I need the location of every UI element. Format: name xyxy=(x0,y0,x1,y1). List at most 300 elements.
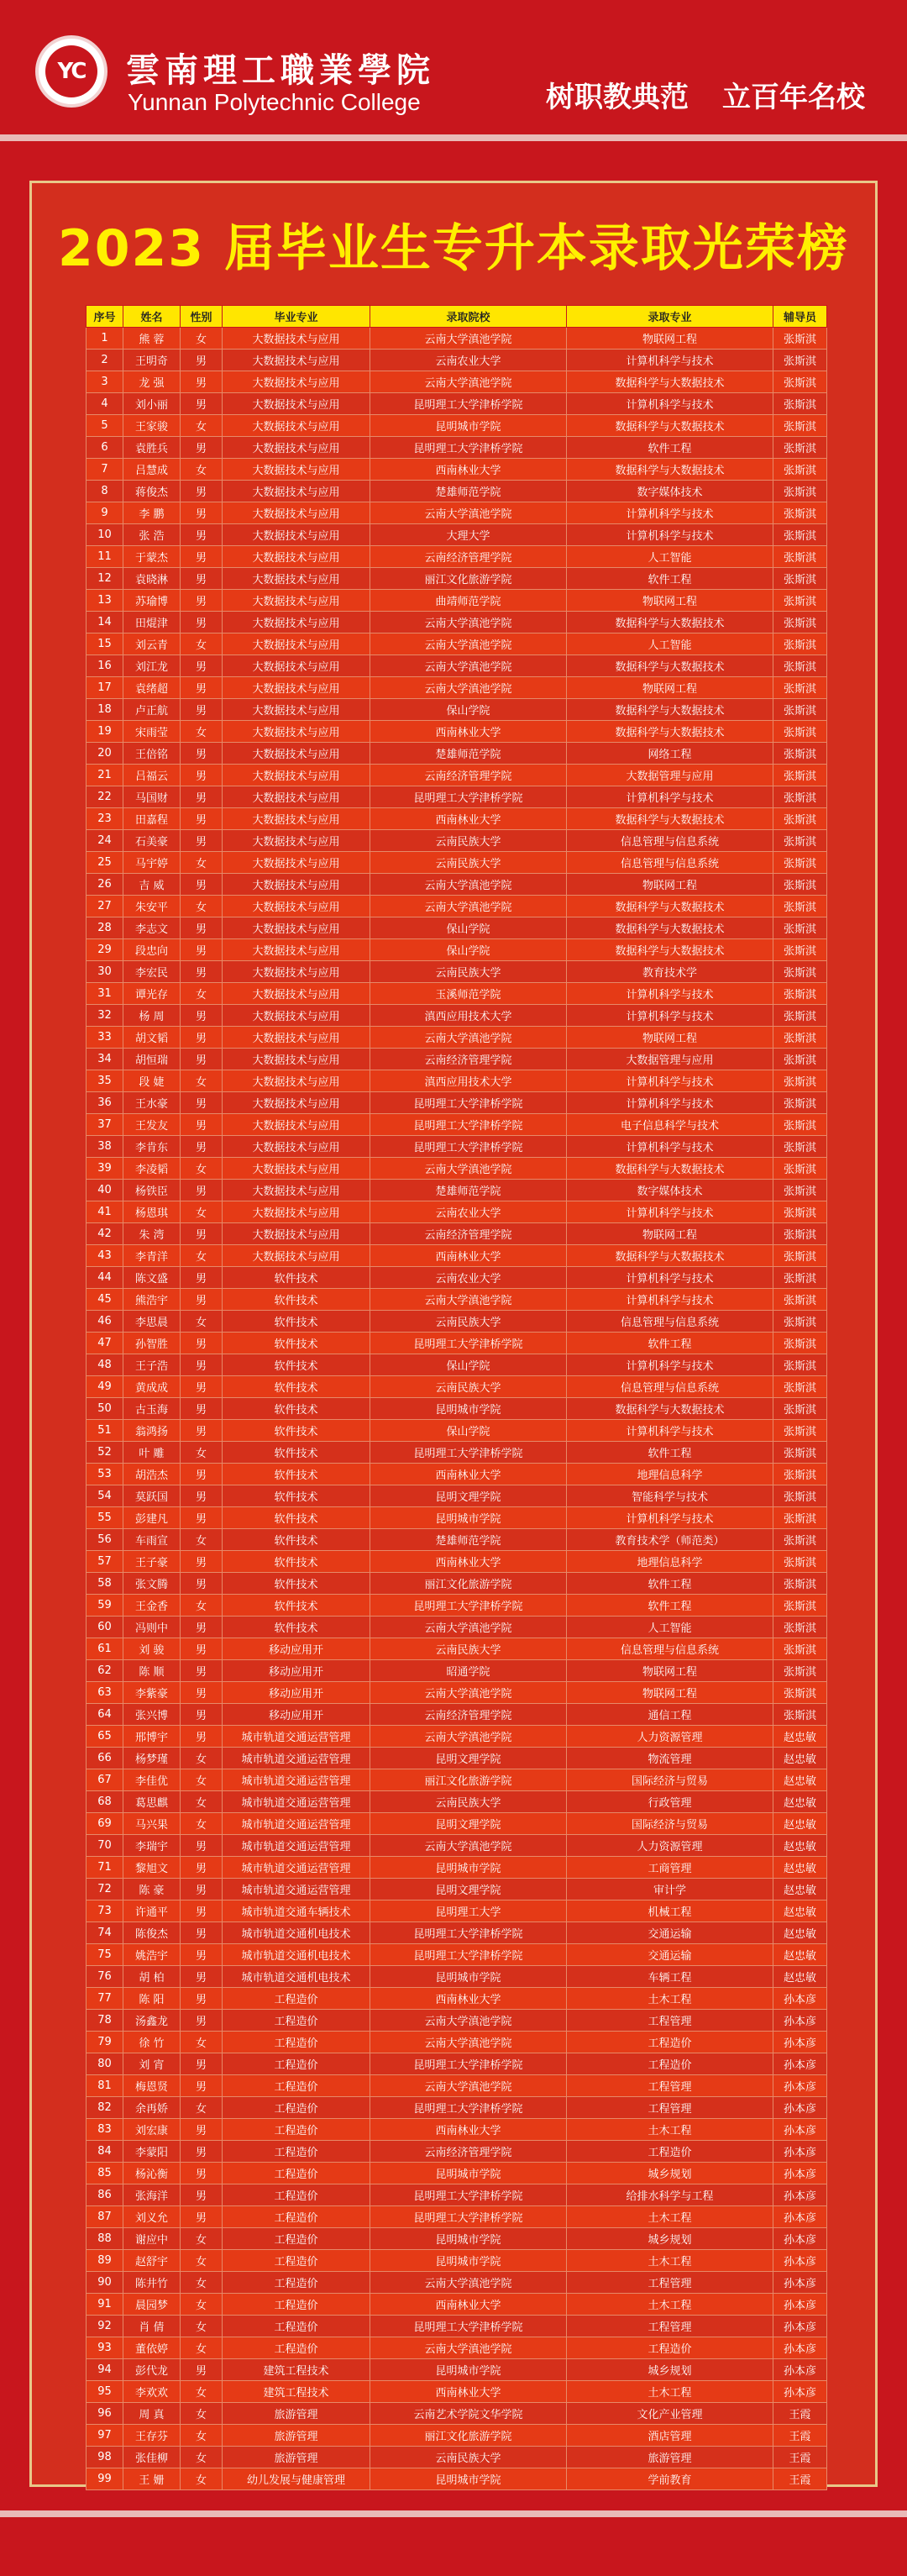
table-row xyxy=(87,590,827,612)
table-cell: 16 xyxy=(87,655,123,677)
table-cell: 田焜津 xyxy=(123,612,181,633)
table-cell: 信息管理与信息系统 xyxy=(567,852,773,874)
table-cell: 吕福云 xyxy=(123,765,181,786)
table-cell: 昆明理工大学 xyxy=(370,1900,567,1922)
table-cell: 孙本彦 xyxy=(773,2316,827,2337)
table-cell: 人工智能 xyxy=(567,546,773,568)
table-cell: 57 xyxy=(87,1551,123,1573)
table-row xyxy=(87,2010,827,2032)
table-cell: 软件技术 xyxy=(223,1551,370,1573)
table-cell: 计算机科学与技术 xyxy=(567,1092,773,1114)
table-cell: 96 xyxy=(87,2403,123,2425)
table-cell: 李蒙阳 xyxy=(123,2141,181,2163)
table-cell: 移动应用开 xyxy=(223,1682,370,1704)
table-cell: 33 xyxy=(87,1027,123,1049)
table-cell: 保山学院 xyxy=(370,917,567,939)
table-cell: 张斯淇 xyxy=(773,961,827,983)
table-cell: 张斯淇 xyxy=(773,546,827,568)
table-cell: 女 xyxy=(181,1442,223,1464)
table-cell: 计算机科学与技术 xyxy=(567,524,773,546)
table-cell: 曲靖师范学院 xyxy=(370,590,567,612)
table-cell: 数据科学与大数据技术 xyxy=(567,917,773,939)
table-cell: 张斯淇 xyxy=(773,1201,827,1223)
table-row xyxy=(87,1027,827,1049)
table-cell: 软件技术 xyxy=(223,1267,370,1289)
table-cell: 计算机科学与技术 xyxy=(567,1289,773,1311)
table-cell: 张斯淇 xyxy=(773,830,827,852)
table-cell: 旅游管理 xyxy=(223,2447,370,2468)
table-cell: 张斯淇 xyxy=(773,852,827,874)
table-cell: 大数据技术与应用 xyxy=(223,633,370,655)
table-row xyxy=(87,1551,827,1573)
table-cell: 翁鸿扬 xyxy=(123,1420,181,1442)
table-row xyxy=(87,1201,827,1223)
table-cell: 地理信息科学 xyxy=(567,1464,773,1485)
table-cell: 男 xyxy=(181,677,223,699)
table-cell: 软件技术 xyxy=(223,1354,370,1376)
table-cell: 9 xyxy=(87,502,123,524)
table-cell: 吕慧成 xyxy=(123,459,181,481)
table-row xyxy=(87,1049,827,1070)
table-cell: 孙本彦 xyxy=(773,2163,827,2184)
table-cell: 张斯淇 xyxy=(773,1049,827,1070)
table-cell: 孙本彦 xyxy=(773,1988,827,2010)
table-cell: 熊浩宇 xyxy=(123,1289,181,1311)
table-cell: 1 xyxy=(87,328,123,350)
table-cell: 王子浩 xyxy=(123,1354,181,1376)
table-cell: 黎旭文 xyxy=(123,1857,181,1879)
table-cell: 工程造价 xyxy=(223,2075,370,2097)
table-cell: 32 xyxy=(87,1005,123,1027)
table-cell: 男 xyxy=(181,2010,223,2032)
table-cell: 西南林业大学 xyxy=(370,1988,567,2010)
table-cell: 工程管理 xyxy=(567,2075,773,2097)
table-row xyxy=(87,1529,827,1551)
table-cell: 男 xyxy=(181,1114,223,1136)
table-cell: 55 xyxy=(87,1507,123,1529)
table-cell: 张斯淇 xyxy=(773,939,827,961)
table-cell: 14 xyxy=(87,612,123,633)
table-cell: 大数据技术与应用 xyxy=(223,502,370,524)
table-cell: 张斯淇 xyxy=(773,459,827,481)
table-row xyxy=(87,1180,827,1201)
table-cell: 昆明理工大学津桥学院 xyxy=(370,437,567,459)
table-cell: 审计学 xyxy=(567,1879,773,1900)
table-row xyxy=(87,502,827,524)
table-cell: 孙本彦 xyxy=(773,2032,827,2053)
table-cell: 智能科学与技术 xyxy=(567,1485,773,1507)
table-cell: 张斯淇 xyxy=(773,677,827,699)
table-cell: 宋雨莹 xyxy=(123,721,181,743)
table-cell: 男 xyxy=(181,1682,223,1704)
table-cell: 陈井竹 xyxy=(123,2272,181,2294)
table-cell: 孙本彦 xyxy=(773,2294,827,2316)
table-cell: 车辆工程 xyxy=(567,1966,773,1988)
table-cell: 西南林业大学 xyxy=(370,2294,567,2316)
table-cell: 城市轨道交通车辆技术 xyxy=(223,1900,370,1922)
table-cell: 云南大学滇池学院 xyxy=(370,2272,567,2294)
table-cell: 孙本彦 xyxy=(773,2206,827,2228)
table-cell: 城市轨道交通运营管理 xyxy=(223,1835,370,1857)
table-cell: 男 xyxy=(181,1660,223,1682)
table-cell: 男 xyxy=(181,1027,223,1049)
table-cell: 男 xyxy=(181,808,223,830)
table-cell: 王明奇 xyxy=(123,350,181,371)
table-cell: 13 xyxy=(87,590,123,612)
table-row xyxy=(87,655,827,677)
table-cell: 李紫豪 xyxy=(123,1682,181,1704)
table-cell: 47 xyxy=(87,1333,123,1354)
table-cell: 44 xyxy=(87,1267,123,1289)
table-cell: 软件工程 xyxy=(567,1595,773,1617)
table-cell: 男 xyxy=(181,786,223,808)
table-cell: 云南大学滇池学院 xyxy=(370,677,567,699)
table-cell: 云南大学滇池学院 xyxy=(370,1726,567,1748)
table-cell: 软件工程 xyxy=(567,1573,773,1595)
table-cell: 云南大学滇池学院 xyxy=(370,371,567,393)
table-cell: 周 真 xyxy=(123,2403,181,2425)
table-cell: 西南林业大学 xyxy=(370,808,567,830)
table-row xyxy=(87,2381,827,2403)
table-cell: 女 xyxy=(181,1158,223,1180)
table-cell: 赵忠敏 xyxy=(773,1813,827,1835)
page-title: 2023 届毕业生专升本录取光荣榜 xyxy=(58,219,849,278)
table-cell: 昆明城市学院 xyxy=(370,2359,567,2381)
table-cell: 肖 倩 xyxy=(123,2316,181,2337)
table-cell: 保山学院 xyxy=(370,1354,567,1376)
table-cell: 99 xyxy=(87,2468,123,2490)
table-cell: 女 xyxy=(181,1070,223,1092)
table-cell: 软件技术 xyxy=(223,1485,370,1507)
table-cell: 工程造价 xyxy=(223,1988,370,2010)
table-cell: 陈文盛 xyxy=(123,1267,181,1289)
table-cell: 陈俊杰 xyxy=(123,1922,181,1944)
table-cell: 移动应用开 xyxy=(223,1638,370,1660)
table-cell: 29 xyxy=(87,939,123,961)
table-cell: 88 xyxy=(87,2228,123,2250)
table-cell: 软件技术 xyxy=(223,1442,370,1464)
table-cell: 土木工程 xyxy=(567,1988,773,2010)
table-cell: 张斯淇 xyxy=(773,1180,827,1201)
table-cell: 人力资源管理 xyxy=(567,1835,773,1857)
table-row xyxy=(87,1791,827,1813)
table-cell: 张斯淇 xyxy=(773,1376,827,1398)
table-cell: 男 xyxy=(181,568,223,590)
table-row xyxy=(87,1354,827,1376)
table-cell: 昆明城市学院 xyxy=(370,2250,567,2272)
table-cell: 86 xyxy=(87,2184,123,2206)
table-row xyxy=(87,1267,827,1289)
table-cell: 工程管理 xyxy=(567,2272,773,2294)
table-cell: 35 xyxy=(87,1070,123,1092)
table-cell: 数据科学与大数据技术 xyxy=(567,896,773,917)
table-cell: 大数据技术与应用 xyxy=(223,939,370,961)
table-cell: 昆明城市学院 xyxy=(370,1857,567,1879)
table-cell: 男 xyxy=(181,917,223,939)
table-cell: 云南大学滇池学院 xyxy=(370,328,567,350)
table-cell: 95 xyxy=(87,2381,123,2403)
table-cell: 69 xyxy=(87,1813,123,1835)
table-cell: 74 xyxy=(87,1922,123,1944)
table-cell: 张斯淇 xyxy=(773,1551,827,1573)
table-row xyxy=(87,2163,827,2184)
table-cell: 昆明文理学院 xyxy=(370,1748,567,1769)
table-row xyxy=(87,1638,827,1660)
table-cell: 云南大学滇池学院 xyxy=(370,2075,567,2097)
table-cell: 女 xyxy=(181,2272,223,2294)
table-row xyxy=(87,2184,827,2206)
table-cell: 云南大学滇池学院 xyxy=(370,633,567,655)
table-cell: 计算机科学与技术 xyxy=(567,786,773,808)
table-row xyxy=(87,2316,827,2337)
table-cell: 张斯淇 xyxy=(773,917,827,939)
table-cell: 73 xyxy=(87,1900,123,1922)
table-cell: 10 xyxy=(87,524,123,546)
table-cell: 男 xyxy=(181,765,223,786)
table-cell: 物联网工程 xyxy=(567,874,773,896)
table-cell: 98 xyxy=(87,2447,123,2468)
table-cell: 给排水科学与工程 xyxy=(567,2184,773,2206)
table-cell: 男 xyxy=(181,1726,223,1748)
table-cell: 软件技术 xyxy=(223,1529,370,1551)
table-cell: 昆明理工大学津桥学院 xyxy=(370,2097,567,2119)
table-row xyxy=(87,1857,827,1879)
table-cell: 张斯淇 xyxy=(773,481,827,502)
table-cell: 数据科学与大数据技术 xyxy=(567,699,773,721)
table-cell: 82 xyxy=(87,2097,123,2119)
table-cell: 城市轨道交通运营管理 xyxy=(223,1748,370,1769)
table-cell: 马兴果 xyxy=(123,1813,181,1835)
table-row xyxy=(87,350,827,371)
table-cell: 17 xyxy=(87,677,123,699)
table-cell: 物联网工程 xyxy=(567,1660,773,1682)
table-cell: 彭代龙 xyxy=(123,2359,181,2381)
table-cell: 人工智能 xyxy=(567,633,773,655)
table-cell: 张斯淇 xyxy=(773,1595,827,1617)
table-cell: 张斯淇 xyxy=(773,1682,827,1704)
table-row xyxy=(87,1900,827,1922)
table-cell: 马宇婷 xyxy=(123,852,181,874)
table-cell: 张斯淇 xyxy=(773,328,827,350)
table-cell: 城市轨道交通机电技术 xyxy=(223,1966,370,1988)
table-cell: 云南经济管理学院 xyxy=(370,765,567,786)
table-cell: 男 xyxy=(181,1835,223,1857)
table-cell: 男 xyxy=(181,1944,223,1966)
table-cell: 计算机科学与技术 xyxy=(567,1420,773,1442)
table-cell: 董依婷 xyxy=(123,2337,181,2359)
table-cell: 张斯淇 xyxy=(773,699,827,721)
table-row xyxy=(87,1944,827,1966)
table-cell: 云南大学滇池学院 xyxy=(370,2010,567,2032)
table-cell: 39 xyxy=(87,1158,123,1180)
table-cell: 男 xyxy=(181,1485,223,1507)
table-cell: 男 xyxy=(181,1420,223,1442)
table-cell: 刘宏康 xyxy=(123,2119,181,2141)
table-cell: 女 xyxy=(181,1769,223,1791)
table-cell: 孙本彦 xyxy=(773,2381,827,2403)
table-row xyxy=(87,1333,827,1354)
table-cell: 张斯淇 xyxy=(773,1158,827,1180)
table-cell: 叶 雕 xyxy=(123,1442,181,1464)
table-row xyxy=(87,2468,827,2490)
table-cell: 云南农业大学 xyxy=(370,350,567,371)
table-cell: 计算机科学与技术 xyxy=(567,502,773,524)
table-cell: 男 xyxy=(181,1398,223,1420)
table-cell: 王金香 xyxy=(123,1595,181,1617)
table-cell: 龙 强 xyxy=(123,371,181,393)
table-cell: 大数据技术与应用 xyxy=(223,568,370,590)
table-cell: 男 xyxy=(181,2053,223,2075)
table-cell: 王霞 xyxy=(773,2425,827,2447)
table-row xyxy=(87,1136,827,1158)
table-cell: 工程造价 xyxy=(223,2163,370,2184)
table-row xyxy=(87,2337,827,2359)
table-cell: 36 xyxy=(87,1092,123,1114)
table-cell: 软件技术 xyxy=(223,1289,370,1311)
table-row xyxy=(87,1398,827,1420)
table-cell: 国际经济与贸易 xyxy=(567,1769,773,1791)
table-cell: 李欢欢 xyxy=(123,2381,181,2403)
table-cell: 男 xyxy=(181,437,223,459)
table-row xyxy=(87,1726,827,1748)
table-cell: 数据科学与大数据技术 xyxy=(567,1245,773,1267)
table-row xyxy=(87,1442,827,1464)
table-cell: 男 xyxy=(181,1354,223,1376)
table-cell: 女 xyxy=(181,852,223,874)
table-cell: 张斯淇 xyxy=(773,743,827,765)
table-cell: 张斯淇 xyxy=(773,1027,827,1049)
table-cell: 苏瑜博 xyxy=(123,590,181,612)
table-cell: 昆明理工大学津桥学院 xyxy=(370,393,567,415)
table-cell: 昆明理工大学津桥学院 xyxy=(370,1442,567,1464)
table-cell: 数据科学与大数据技术 xyxy=(567,655,773,677)
honor-board xyxy=(29,181,878,2487)
table-cell: 云南经济管理学院 xyxy=(370,1704,567,1726)
table-cell: 工程造价 xyxy=(567,2337,773,2359)
table-cell: 车雨宣 xyxy=(123,1529,181,1551)
table-cell: 卢正航 xyxy=(123,699,181,721)
table-row xyxy=(87,2053,827,2075)
table-cell: 大数据技术与应用 xyxy=(223,808,370,830)
table-cell: 学前教育 xyxy=(567,2468,773,2490)
table-cell: 云南民族大学 xyxy=(370,1311,567,1333)
table-cell: 男 xyxy=(181,1638,223,1660)
table-cell: 幼儿发展与健康管理 xyxy=(223,2468,370,2490)
column-header: 毕业专业 xyxy=(223,306,370,328)
table-row xyxy=(87,1114,827,1136)
table-cell: 物联网工程 xyxy=(567,677,773,699)
table-cell: 物流管理 xyxy=(567,1748,773,1769)
table-cell: 大数据技术与应用 xyxy=(223,415,370,437)
table-cell: 昆明城市学院 xyxy=(370,1507,567,1529)
table-cell: 3 xyxy=(87,371,123,393)
table-cell: 古玉海 xyxy=(123,1398,181,1420)
table-cell: 李肯东 xyxy=(123,1136,181,1158)
table-cell: 昆明理工大学津桥学院 xyxy=(370,1944,567,1966)
table-cell: 张斯淇 xyxy=(773,1704,827,1726)
table-cell: 89 xyxy=(87,2250,123,2272)
table-cell: 66 xyxy=(87,1748,123,1769)
table-cell: 张斯淇 xyxy=(773,1464,827,1485)
table-cell: 软件技术 xyxy=(223,1333,370,1354)
table-cell: 软件技术 xyxy=(223,1398,370,1420)
table-cell: 工程造价 xyxy=(223,2184,370,2206)
table-cell: 田嘉程 xyxy=(123,808,181,830)
table-cell: 张斯淇 xyxy=(773,1398,827,1420)
table-cell: 20 xyxy=(87,743,123,765)
table-cell: 张斯淇 xyxy=(773,721,827,743)
table-cell: 交通运输 xyxy=(567,1922,773,1944)
table-cell: 83 xyxy=(87,2119,123,2141)
table-cell: 熊 蓉 xyxy=(123,328,181,350)
table-cell: 交通运输 xyxy=(567,1944,773,1966)
table-cell: 土木工程 xyxy=(567,2206,773,2228)
table-cell: 4 xyxy=(87,393,123,415)
table-cell: 丽江文化旅游学院 xyxy=(370,2425,567,2447)
table-cell: 于蒙杰 xyxy=(123,546,181,568)
table-cell: 旅游管理 xyxy=(567,2447,773,2468)
table-cell: 男 xyxy=(181,612,223,633)
table-cell: 男 xyxy=(181,524,223,546)
table-cell: 移动应用开 xyxy=(223,1704,370,1726)
table-cell: 酒店管理 xyxy=(567,2425,773,2447)
table-cell: 云南艺术学院文华学院 xyxy=(370,2403,567,2425)
table-cell: 冯则中 xyxy=(123,1617,181,1638)
table-cell: 西南林业大学 xyxy=(370,1245,567,1267)
table-cell: 男 xyxy=(181,1507,223,1529)
table-cell: 张斯淇 xyxy=(773,1005,827,1027)
table-cell: 张 浩 xyxy=(123,524,181,546)
table-row xyxy=(87,437,827,459)
table-cell: 信息管理与信息系统 xyxy=(567,1376,773,1398)
table-row xyxy=(87,2425,827,2447)
table-cell: 张斯淇 xyxy=(773,1267,827,1289)
table-cell: 地理信息科学 xyxy=(567,1551,773,1573)
table-cell: 女 xyxy=(181,2294,223,2316)
table-cell: 42 xyxy=(87,1223,123,1245)
table-cell: 昆明城市学院 xyxy=(370,2468,567,2490)
table-cell: 物联网工程 xyxy=(567,590,773,612)
table-cell: 李佳优 xyxy=(123,1769,181,1791)
table-cell: 陈 豪 xyxy=(123,1879,181,1900)
table-cell: 昆明文理学院 xyxy=(370,1879,567,1900)
table-cell: 男 xyxy=(181,393,223,415)
table-cell: 大数据技术与应用 xyxy=(223,1049,370,1070)
table-cell: 王子豪 xyxy=(123,1551,181,1573)
table-cell: 汤鑫龙 xyxy=(123,2010,181,2032)
table-cell: 工商管理 xyxy=(567,1857,773,1879)
table-row xyxy=(87,2294,827,2316)
table-cell: 建筑工程技术 xyxy=(223,2359,370,2381)
table-cell: 大数据技术与应用 xyxy=(223,393,370,415)
logo-monogram: YC xyxy=(45,45,97,97)
table-cell: 男 xyxy=(181,1617,223,1638)
table-row xyxy=(87,328,827,350)
table-cell: 大数据技术与应用 xyxy=(223,612,370,633)
table-cell: 79 xyxy=(87,2032,123,2053)
table-cell: 数据科学与大数据技术 xyxy=(567,459,773,481)
table-cell: 93 xyxy=(87,2337,123,2359)
table-cell: 张斯淇 xyxy=(773,568,827,590)
table-cell: 昆明城市学院 xyxy=(370,415,567,437)
table-cell: 75 xyxy=(87,1944,123,1966)
table-cell: 城市轨道交通运营管理 xyxy=(223,1726,370,1748)
table-cell: 孙本彦 xyxy=(773,2228,827,2250)
college-name-en: Yunnan Polytechnic College xyxy=(128,89,421,115)
table-cell: 云南大学滇池学院 xyxy=(370,1158,567,1180)
table-cell: 梅恩贤 xyxy=(123,2075,181,2097)
table-cell: 云南大学滇池学院 xyxy=(370,612,567,633)
